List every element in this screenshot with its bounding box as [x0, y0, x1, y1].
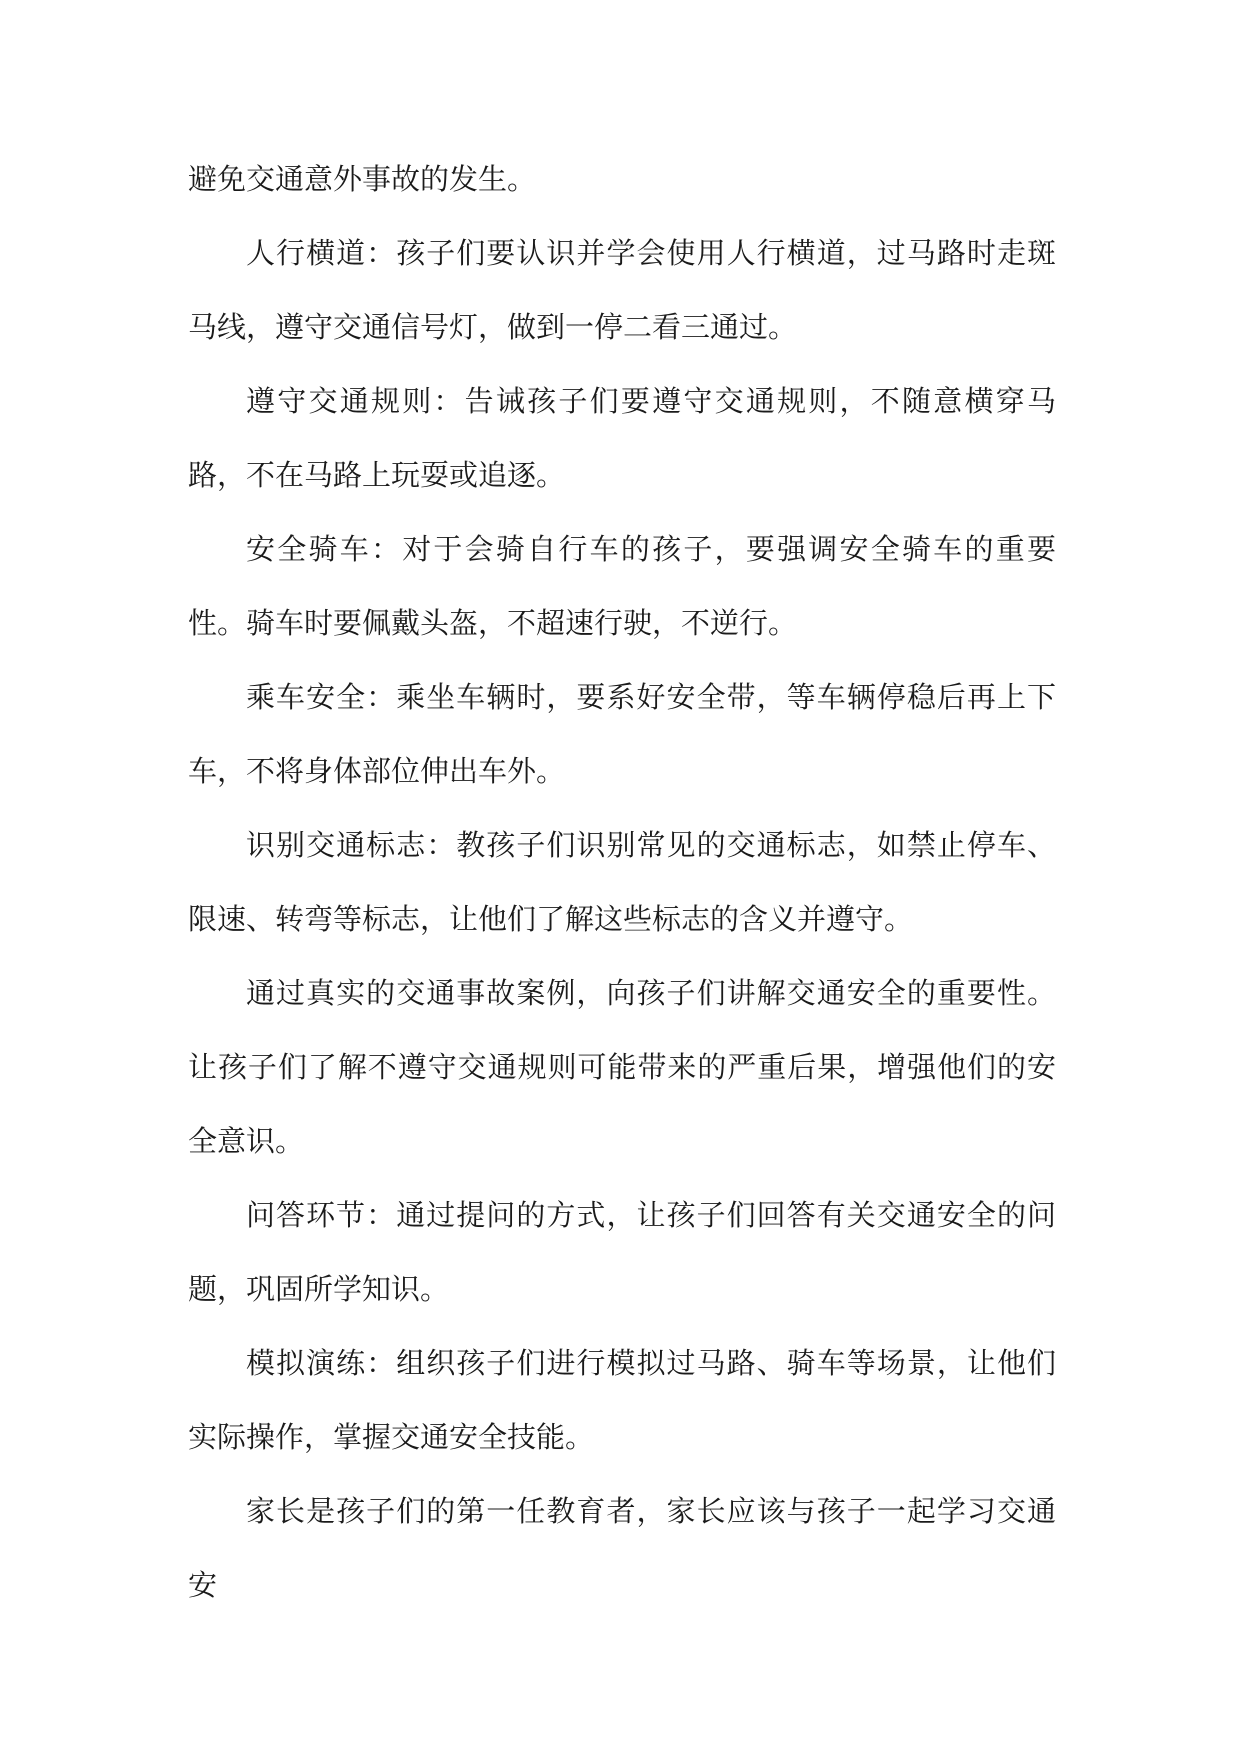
- paragraph-traffic-rules: 遵守交通规则：告诫孩子们要遵守交通规则，不随意横穿马路，不在马路上玩耍或追逐。: [188, 384, 1056, 492]
- paragraph-qa-session: 问答环节：通过提问的方式，让孩子们回答有关交通安全的问题，巩固所学知识。: [188, 1198, 1056, 1306]
- paragraph-accident-cases: 通过真实的交通事故案例，向孩子们讲解交通安全的重要性。让孩子们了解不遵守交通规则可能带来的严重后果，增强他们的安全意识。: [188, 976, 1056, 1158]
- paragraph-continuation: 避免交通意外事故的发生。: [188, 162, 537, 196]
- document-body: [188, 142, 1056, 1622]
- paragraph-safe-cycling: 安全骑车：对于会骑自行车的孩子，要强调安全骑车的重要性。骑车时要佩戴头盔，不超速行驶，不逆行。: [188, 532, 1056, 640]
- paragraph-simulation-drill: 模拟演练：组织孩子们进行模拟过马路、骑车等场景，让他们实际操作，掌握交通安全技能。: [188, 1346, 1056, 1454]
- paragraph-parents: 家长是孩子们的第一任教育者，家长应该与孩子一起学习交通安: [188, 1494, 1056, 1602]
- paragraph-riding-safety: 乘车安全：乘坐车辆时，要系好安全带，等车辆停稳后再上下车，不将身体部位伸出车外。: [188, 680, 1056, 788]
- paragraph-traffic-signs: 识别交通标志：教孩子们识别常见的交通标志，如禁止停车、限速、转弯等标志，让他们了解这些标志的含义并遵守。: [188, 828, 1056, 936]
- paragraph-crosswalk: 人行横道：孩子们要认识并学会使用人行横道，过马路时走斑马线，遵守交通信号灯，做到一停二看三通过。: [188, 236, 1056, 344]
